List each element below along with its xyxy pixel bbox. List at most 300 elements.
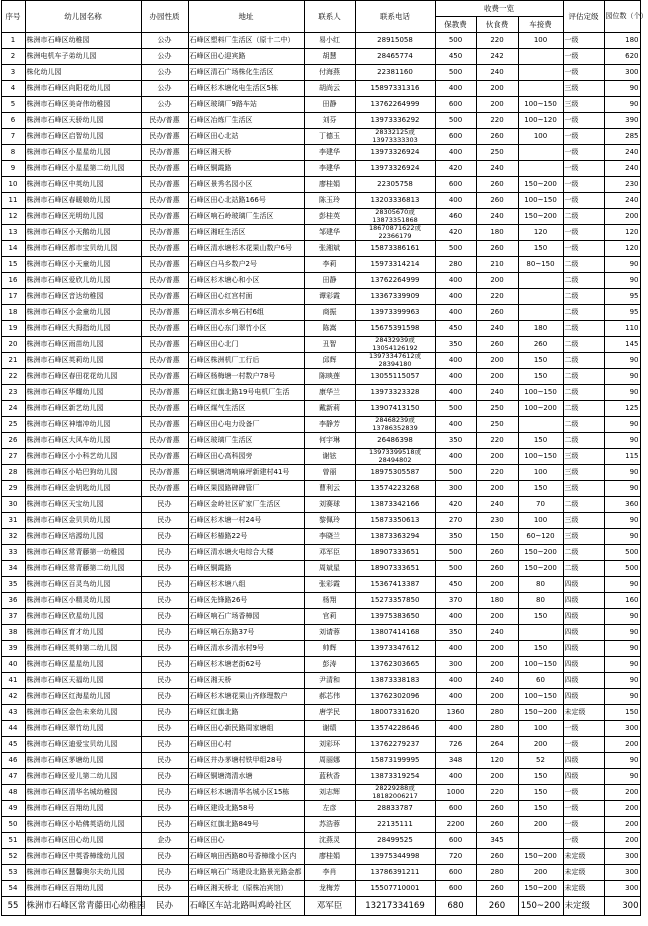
cell-address: 石峰区响石广场建设北路景光路金都	[188, 865, 304, 881]
cell-meal-fee: 242	[476, 49, 518, 65]
cell-no: 10	[1, 177, 25, 193]
cell-no: 31	[1, 513, 25, 529]
cell-nature: 民办	[141, 577, 188, 593]
cell-care-fee: 600	[435, 97, 476, 113]
cell-contact: 廖桂娟	[304, 177, 355, 193]
cell-nature: 民办/普惠	[141, 257, 188, 273]
cell-contact: 易小红	[304, 33, 355, 49]
cell-grade: 三级	[563, 449, 604, 465]
cell-care-fee: 500	[435, 33, 476, 49]
cell-meal-fee: 150	[476, 529, 518, 545]
cell-care-fee: 680	[435, 897, 476, 916]
cell-contact: 邓军臣	[304, 897, 355, 916]
cell-capacity: 390	[604, 113, 640, 129]
cell-grade: 三级	[563, 529, 604, 545]
cell-contact: 丑智	[304, 337, 355, 353]
cell-grade: 一级	[563, 241, 604, 257]
cell-address: 石峰区清水塘杉木花果山数户6号	[188, 241, 304, 257]
cell-name: 株洲市石峰区中英幼儿园	[25, 177, 141, 193]
cell-meal-fee: 260	[476, 193, 518, 209]
cell-bus-fee	[518, 305, 563, 321]
cell-address: 石峰区杉椿路22号	[188, 529, 304, 545]
cell-phone: 13975344998	[355, 849, 435, 865]
cell-no: 3	[1, 65, 25, 81]
cell-care-fee: 400	[435, 449, 476, 465]
cell-contact: 田静	[304, 97, 355, 113]
cell-meal-fee: 260	[476, 849, 518, 865]
cell-no: 36	[1, 593, 25, 609]
cell-grade: 一级	[563, 225, 604, 241]
cell-address: 石峰区田心东门翠竹小区	[188, 321, 304, 337]
cell-meal-fee: 220	[476, 433, 518, 449]
cell-name: 株洲市石峰区都市宝贝幼儿园	[25, 241, 141, 257]
cell-nature: 民办	[141, 721, 188, 737]
cell-nature: 民办	[141, 849, 188, 865]
cell-name: 株洲市石峰区向阳花幼儿园	[25, 81, 141, 97]
cell-grade: 二级	[563, 289, 604, 305]
cell-contact: 李建华	[304, 161, 355, 177]
cell-address: 石峰区响石广场香樟园	[188, 609, 304, 625]
cell-address: 石峰区煤气生活区	[188, 401, 304, 417]
cell-care-fee: 600	[435, 881, 476, 897]
cell-meal-fee: 240	[476, 497, 518, 513]
cell-care-fee: 500	[435, 465, 476, 481]
cell-capacity: 90	[604, 385, 640, 401]
cell-care-fee: 400	[435, 273, 476, 289]
table-row	[1, 65, 640, 81]
cell-address: 石峰区响石岭玻璃厂生活区	[188, 209, 304, 225]
header-fee-bus: 车接费	[518, 17, 563, 33]
cell-bus-fee: 100~150	[518, 449, 563, 465]
table-row	[1, 609, 640, 625]
cell-bus-fee: 100~150	[518, 97, 563, 113]
cell-care-fee: 420	[435, 161, 476, 177]
cell-grade: 一级	[563, 33, 604, 49]
cell-capacity: 90	[604, 769, 640, 785]
cell-contact: 李静芳	[304, 417, 355, 433]
cell-address: 石峰区湘旺生活区	[188, 225, 304, 241]
cell-meal-fee: 200	[476, 577, 518, 593]
cell-no: 41	[1, 673, 25, 689]
cell-capacity: 360	[604, 497, 640, 513]
cell-phone: 13973347612或28394180	[355, 353, 435, 369]
cell-no: 51	[1, 833, 25, 849]
cell-care-fee: 400	[435, 417, 476, 433]
cell-no: 26	[1, 433, 25, 449]
cell-bus-fee: 200	[518, 817, 563, 833]
cell-contact: 帅辉	[304, 641, 355, 657]
cell-nature: 民办	[141, 545, 188, 561]
cell-meal-fee: 180	[476, 593, 518, 609]
cell-name: 株洲市石峰区小星星第二幼儿园	[25, 161, 141, 177]
cell-address: 石峰区杉木塘清华名城小区15栋	[188, 785, 304, 801]
cell-capacity: 120	[604, 241, 640, 257]
cell-capacity: 90	[604, 465, 640, 481]
cell-nature: 民办	[141, 529, 188, 545]
cell-address: 石峰区先锋路26号	[188, 593, 304, 609]
cell-bus-fee: 150	[518, 785, 563, 801]
cell-contact: 官莉	[304, 609, 355, 625]
cell-address: 石峰区响石东路37号	[188, 625, 304, 641]
cell-nature: 民办/普惠	[141, 449, 188, 465]
cell-meal-fee: 200	[476, 449, 518, 465]
cell-no: 38	[1, 625, 25, 641]
cell-address: 石峰区车站北路叫鸡岭社区	[188, 897, 304, 916]
cell-meal-fee: 260	[476, 305, 518, 321]
cell-phone: 15873199995	[355, 753, 435, 769]
cell-bus-fee: 60	[518, 673, 563, 689]
cell-phone: 13574223268	[355, 481, 435, 497]
cell-contact: 胡尚云	[304, 81, 355, 97]
cell-contact: 曾丽	[304, 465, 355, 481]
cell-meal-fee: 260	[476, 241, 518, 257]
cell-phone: 13873338183	[355, 673, 435, 689]
cell-grade: 四级	[563, 641, 604, 657]
cell-name: 株洲市石峰区田心幼儿园	[25, 833, 141, 849]
cell-phone: 15873350613	[355, 513, 435, 529]
cell-address: 石峰区清水塘火电综合大楼	[188, 545, 304, 561]
cell-nature: 民办/普惠	[141, 145, 188, 161]
cell-address: 石峰区田心电力设备厂	[188, 417, 304, 433]
cell-name: 株洲市石峰区英帅第二幼儿园	[25, 641, 141, 657]
cell-name: 株洲市石峰区爱儿第二幼儿园	[25, 769, 141, 785]
cell-no: 54	[1, 881, 25, 897]
cell-nature: 公办	[141, 65, 188, 81]
cell-name: 株洲市石峰区大风车幼儿园	[25, 433, 141, 449]
cell-capacity: 90	[604, 369, 640, 385]
table-row	[1, 385, 640, 401]
cell-capacity: 300	[604, 897, 640, 916]
table-row	[1, 817, 640, 833]
cell-contact: 康华兰	[304, 385, 355, 401]
cell-meal-fee: 200	[476, 369, 518, 385]
cell-name: 株洲市石峰区神墙冲幼儿园	[25, 417, 141, 433]
cell-care-fee: 280	[435, 257, 476, 273]
cell-meal-fee: 250	[476, 417, 518, 433]
cell-address: 石峰区杉木塘八组	[188, 577, 304, 593]
cell-meal-fee: 200	[476, 689, 518, 705]
cell-no: 47	[1, 769, 25, 785]
cell-nature: 民办/普惠	[141, 273, 188, 289]
cell-phone: 13762303665	[355, 657, 435, 673]
cell-bus-fee: 100~150	[518, 385, 563, 401]
cell-capacity: 240	[604, 193, 640, 209]
cell-bus-fee	[518, 625, 563, 641]
cell-no: 29	[1, 481, 25, 497]
cell-care-fee: 500	[435, 65, 476, 81]
table-row	[1, 593, 640, 609]
cell-capacity: 90	[604, 641, 640, 657]
cell-nature: 民办/普惠	[141, 161, 188, 177]
cell-phone: 28432939或13054126192	[355, 337, 435, 353]
cell-name: 株洲市石峰区茅塘幼儿园	[25, 753, 141, 769]
cell-phone: 13203336813	[355, 193, 435, 209]
cell-phone: 13973399518或28494802	[355, 449, 435, 465]
cell-name: 株洲市石峰区小天童幼儿园	[25, 257, 141, 273]
cell-name: 株洲市石峰区星星幼儿园	[25, 657, 141, 673]
cell-no: 16	[1, 273, 25, 289]
cell-meal-fee: 180	[476, 225, 518, 241]
cell-bus-fee	[518, 289, 563, 305]
cell-bus-fee: 150	[518, 801, 563, 817]
cell-name: 株洲市石峰区天福幼儿园	[25, 673, 141, 689]
cell-address: 石峰区田心村	[188, 737, 304, 753]
cell-name: 株洲市石峰区天骄幼儿园	[25, 113, 141, 129]
cell-phone: 13807414168	[355, 625, 435, 641]
cell-phone: 26486398	[355, 433, 435, 449]
header-contact: 联系人	[304, 1, 355, 33]
cell-care-fee: 450	[435, 577, 476, 593]
cell-phone: 28229288或18182006217	[355, 785, 435, 801]
cell-address: 石峰区杉木塘一村24号	[188, 513, 304, 529]
cell-meal-fee: 200	[476, 641, 518, 657]
cell-address: 石峰区田心	[188, 833, 304, 849]
cell-capacity: 90	[604, 273, 640, 289]
cell-grade: 二级	[563, 273, 604, 289]
cell-phone: 28468239或13786352839	[355, 417, 435, 433]
cell-contact: 李晓兰	[304, 529, 355, 545]
cell-address: 石峰区清石广场株化生活区	[188, 65, 304, 81]
cell-contact: 胡慧	[304, 49, 355, 65]
cell-address: 石峰区塑料厂生活区（原十二中）	[188, 33, 304, 49]
cell-care-fee: 450	[435, 49, 476, 65]
cell-nature: 民办/普惠	[141, 481, 188, 497]
cell-capacity: 240	[604, 161, 640, 177]
cell-no: 42	[1, 689, 25, 705]
table-row	[1, 689, 640, 705]
cell-name: 株洲市石峰区雨苗幼儿园	[25, 337, 141, 353]
cell-care-fee: 400	[435, 353, 476, 369]
cell-contact: 陈玉玲	[304, 193, 355, 209]
cell-name: 株洲市石峰区春暖娘幼儿园	[25, 193, 141, 209]
cell-address: 石峰区红旗北路	[188, 705, 304, 721]
cell-bus-fee	[518, 81, 563, 97]
cell-name: 株洲市石峰区常青藤第一幼稚园	[25, 545, 141, 561]
cell-no: 55	[1, 897, 25, 916]
cell-contact: 曹利云	[304, 481, 355, 497]
cell-bus-fee: 150	[518, 641, 563, 657]
cell-contact: 田静	[304, 273, 355, 289]
cell-address: 石峰区田心高科园旁	[188, 449, 304, 465]
cell-nature: 民办/普惠	[141, 305, 188, 321]
cell-bus-fee: 100~200	[518, 401, 563, 417]
cell-grade: 一级	[563, 49, 604, 65]
table-row	[1, 769, 640, 785]
cell-address: 石峰区湘天桥	[188, 145, 304, 161]
cell-no: 40	[1, 657, 25, 673]
cell-bus-fee: 70	[518, 497, 563, 513]
cell-bus-fee: 150~200	[518, 849, 563, 865]
cell-care-fee: 450	[435, 321, 476, 337]
cell-grade: 三级	[563, 81, 604, 97]
cell-care-fee: 400	[435, 369, 476, 385]
cell-care-fee: 420	[435, 225, 476, 241]
cell-no: 12	[1, 209, 25, 225]
cell-capacity: 115	[604, 449, 640, 465]
cell-meal-fee: 260	[476, 801, 518, 817]
cell-grade: 一级	[563, 177, 604, 193]
cell-care-fee: 1000	[435, 785, 476, 801]
cell-contact: 刘志辉	[304, 785, 355, 801]
cell-address: 石峰区田心北门	[188, 337, 304, 353]
cell-care-fee: 400	[435, 609, 476, 625]
cell-meal-fee: 220	[476, 113, 518, 129]
cell-contact: 周斌星	[304, 561, 355, 577]
cell-care-fee: 400	[435, 81, 476, 97]
cell-address: 石峰区杉木塘花果山齐修理数户	[188, 689, 304, 705]
cell-phone: 22305758	[355, 177, 435, 193]
cell-name: 株洲市石峰区小金童幼儿园	[25, 305, 141, 321]
cell-meal-fee: 280	[476, 865, 518, 881]
cell-phone: 13367339909	[355, 289, 435, 305]
cell-capacity: 110	[604, 321, 640, 337]
cell-no: 17	[1, 289, 25, 305]
cell-care-fee: 300	[435, 657, 476, 673]
cell-nature: 民办	[141, 657, 188, 673]
cell-capacity: 90	[604, 257, 640, 273]
cell-phone: 13873319254	[355, 769, 435, 785]
cell-address: 石峰区红旗北路849号	[188, 817, 304, 833]
cell-phone: 13973323328	[355, 385, 435, 401]
cell-phone: 13973326924	[355, 145, 435, 161]
cell-capacity: 90	[604, 97, 640, 113]
cell-capacity: 200	[604, 833, 640, 849]
cell-care-fee: 600	[435, 801, 476, 817]
cell-address: 石峰区铜塘湾清水塘	[188, 769, 304, 785]
cell-grade: 四级	[563, 769, 604, 785]
cell-bus-fee	[518, 273, 563, 289]
cell-grade: 四级	[563, 657, 604, 673]
cell-nature: 民办	[141, 625, 188, 641]
cell-name: 株洲市石峰区小精灵幼儿园	[25, 593, 141, 609]
cell-phone: 13873342166	[355, 497, 435, 513]
cell-no: 34	[1, 561, 25, 577]
cell-capacity: 125	[604, 401, 640, 417]
cell-contact: 唐学民	[304, 705, 355, 721]
cell-address: 石峰区湘天桥	[188, 673, 304, 689]
cell-bus-fee	[518, 65, 563, 81]
cell-nature: 民办	[141, 737, 188, 753]
cell-nature: 民办/普惠	[141, 401, 188, 417]
table-row	[1, 81, 640, 97]
cell-nature: 民办	[141, 513, 188, 529]
header-name: 幼儿园名称	[25, 1, 141, 33]
cell-capacity: 95	[604, 289, 640, 305]
cell-no: 32	[1, 529, 25, 545]
cell-care-fee: 400	[435, 305, 476, 321]
cell-name: 株洲市石峰区百翔幼儿园	[25, 881, 141, 897]
cell-no: 48	[1, 785, 25, 801]
cell-name: 株洲市石峰区爱欣儿幼儿园	[25, 273, 141, 289]
cell-no: 8	[1, 145, 25, 161]
cell-grade: 二级	[563, 257, 604, 273]
cell-meal-fee: 280	[476, 721, 518, 737]
cell-care-fee: 2200	[435, 817, 476, 833]
table-row	[1, 897, 640, 916]
cell-phone: 13873363294	[355, 529, 435, 545]
cell-phone: 28915058	[355, 33, 435, 49]
cell-care-fee: 400	[435, 289, 476, 305]
header-fees: 收费一览	[435, 1, 563, 17]
cell-grade: 二级	[563, 561, 604, 577]
cell-contact: 谢绩	[304, 721, 355, 737]
cell-capacity: 90	[604, 657, 640, 673]
kindergarten-fee-table	[1, 0, 648, 916]
cell-care-fee: 720	[435, 849, 476, 865]
cell-phone: 13786391211	[355, 865, 435, 881]
cell-capacity: 500	[604, 561, 640, 577]
table-row	[1, 369, 640, 385]
cell-meal-fee: 260	[476, 545, 518, 561]
cell-grade: 未定级	[563, 849, 604, 865]
cell-capacity: 620	[604, 49, 640, 65]
cell-no: 28	[1, 465, 25, 481]
cell-no: 49	[1, 801, 25, 817]
cell-nature: 民办	[141, 785, 188, 801]
cell-bus-fee: 60~120	[518, 529, 563, 545]
cell-address: 石峰区清水乡清水村9号	[188, 641, 304, 657]
cell-capacity: 300	[604, 881, 640, 897]
cell-grade: 一级	[563, 65, 604, 81]
cell-meal-fee: 200	[476, 81, 518, 97]
cell-address: 石峰区铜霞路	[188, 161, 304, 177]
table-row	[1, 129, 640, 145]
cell-nature: 企办	[141, 833, 188, 849]
cell-grade: 四级	[563, 609, 604, 625]
cell-contact: 邱辉	[304, 353, 355, 369]
cell-capacity: 200	[604, 801, 640, 817]
cell-name: 株洲市石峰区小哈佛英语幼儿园	[25, 817, 141, 833]
cell-bus-fee	[518, 833, 563, 849]
cell-contact: 邹建华	[304, 225, 355, 241]
cell-contact: 杨翔	[304, 593, 355, 609]
cell-address: 石峰区田心迎宾路	[188, 49, 304, 65]
cell-grade: 一级	[563, 833, 604, 849]
cell-phone: 13762264999	[355, 273, 435, 289]
cell-address: 石峰区白马乡数户2号	[188, 257, 304, 273]
cell-address: 石峰区株洲机厂工行后	[188, 353, 304, 369]
cell-contact: 李莉	[304, 257, 355, 273]
cell-grade: 四级	[563, 577, 604, 593]
cell-capacity: 90	[604, 689, 640, 705]
cell-bus-fee: 150	[518, 353, 563, 369]
cell-no: 27	[1, 449, 25, 465]
cell-nature: 民办/普惠	[141, 385, 188, 401]
cell-care-fee: 400	[435, 769, 476, 785]
cell-phone: 18007331620	[355, 705, 435, 721]
cell-name: 株洲市石峰区培源幼儿园	[25, 529, 141, 545]
cell-nature: 民办	[141, 593, 188, 609]
cell-bus-fee: 260	[518, 337, 563, 353]
cell-contact: 郝芯伟	[304, 689, 355, 705]
cell-name: 株洲市石峰区华耀幼儿园	[25, 385, 141, 401]
cell-address: 石峰区杨梅塘一村数户78号	[188, 369, 304, 385]
cell-phone: 15675391598	[355, 321, 435, 337]
cell-phone: 15973314214	[355, 257, 435, 273]
cell-contact: 谢铉	[304, 449, 355, 465]
cell-name: 株洲市石峰区幼稚园	[25, 33, 141, 49]
cell-no: 25	[1, 417, 25, 433]
cell-bus-fee: 100~120	[518, 113, 563, 129]
cell-grade: 二级	[563, 401, 604, 417]
cell-address: 石峰区金岭社区矿家厂生活区	[188, 497, 304, 513]
cell-nature: 公办	[141, 33, 188, 49]
cell-grade: 未定级	[563, 897, 604, 916]
cell-meal-fee: 200	[476, 481, 518, 497]
cell-address: 石峰区响田西路80号香樟缘小区内	[188, 849, 304, 865]
cell-meal-fee: 240	[476, 161, 518, 177]
cell-contact: 何宇琳	[304, 433, 355, 449]
